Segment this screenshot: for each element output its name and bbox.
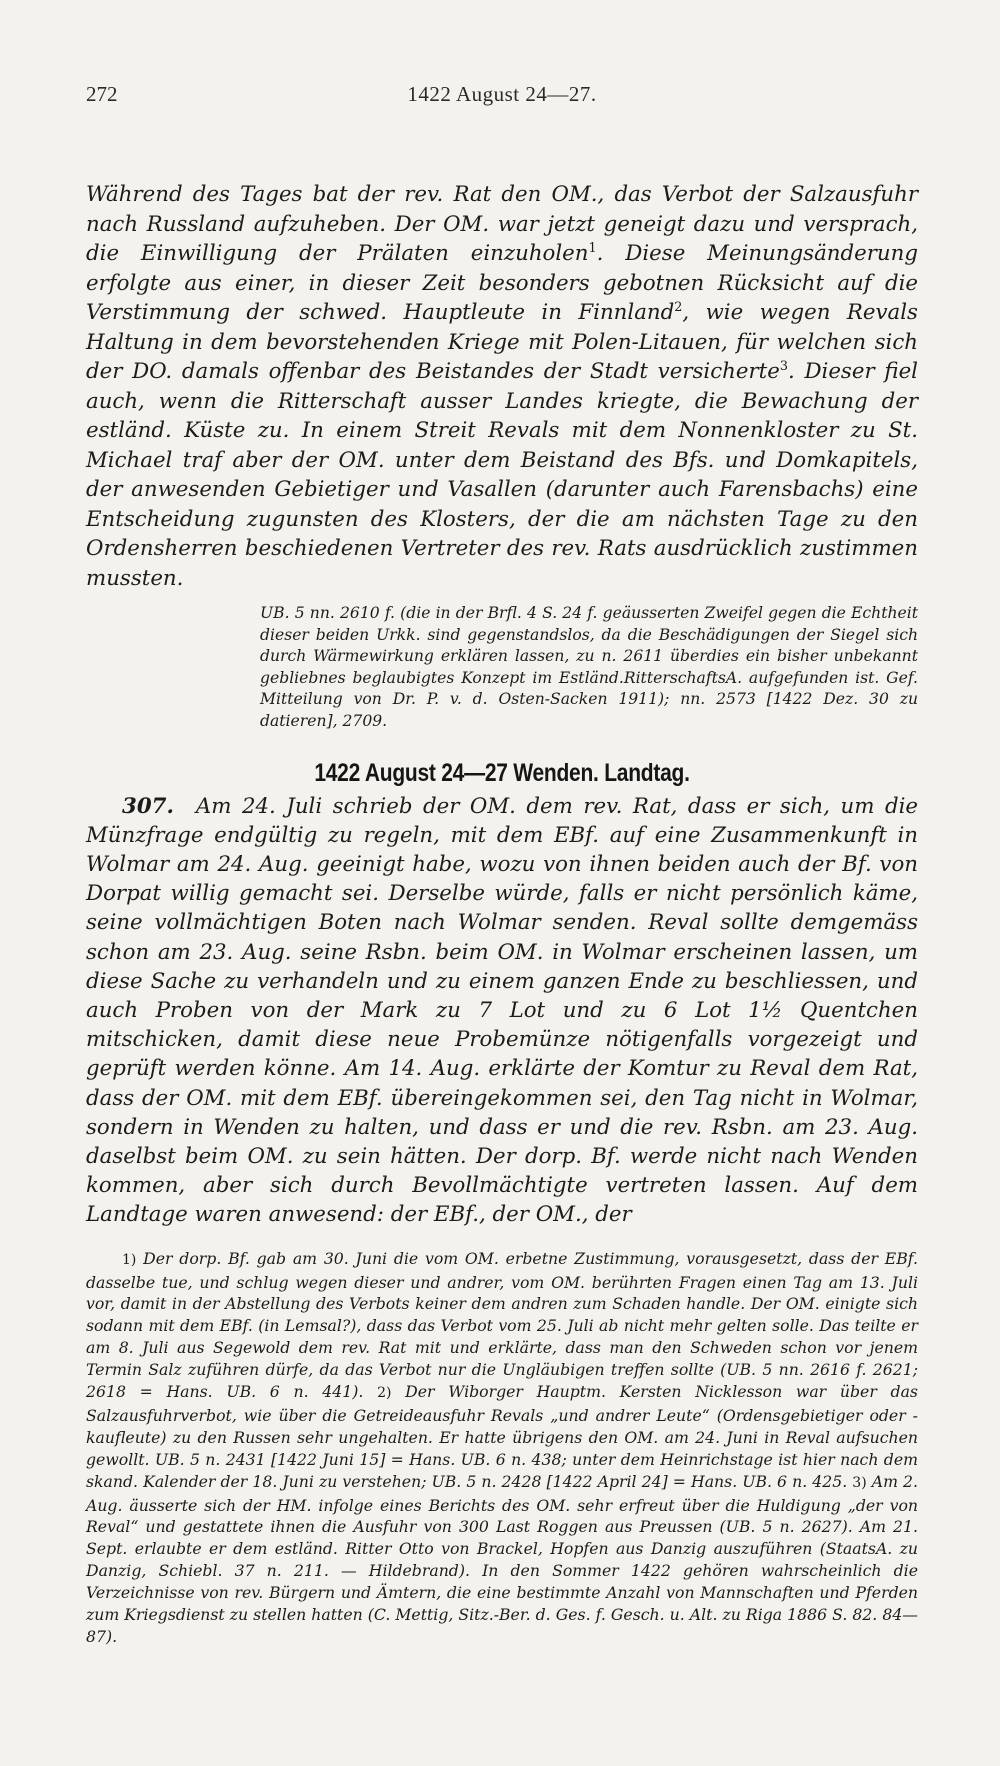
page-number: 272	[86, 82, 118, 106]
footnote-1-mark: 1)	[122, 1251, 137, 1268]
source-note	[260, 603, 918, 733]
footnote-3-mark: 3)	[852, 1474, 867, 1491]
footnote-2-text: Der Wiborger Hauptm. Kersten Nicklesson war über das Salzausfuhrverbot, wie über die Getreideausfuhr Revals „und andrer Leute“ (Ordensgebietiger oder -kaufleute) zu den Russen sehr ungehalten. Er hatte übrigens den OM. am 24. Juni in Reval aufsuchen gewollt. UB. 5 n. 2431 [1422 Juni 15] = Hans. UB. 6 n. 438; unter dem Heinrichstage ist hier nach dem skand. Kalender der 18. Juni zu verstehen; UB. 5 n. 2428 [1422 April 24] = Hans. UB. 6 n. 425.	[86, 1382, 918, 1491]
intro-text-1: Während des Tages bat der rev. Rat den OM., das Verbot der Salzausfuhr nach Russland aufzuheben. Der OM. war jetzt geneigt dazu und versprach, die Einwilligung der Prälaten einzuholen	[86, 182, 918, 266]
footnotes	[86, 1248, 918, 1648]
footnote-2-mark: 2)	[377, 1385, 392, 1402]
section-heading: 1422 August 24—27 Wenden. Landtag.	[314, 758, 690, 787]
footnote-ref-3: 3	[779, 358, 788, 374]
intro-text-3: , wie wegen Revals Haltung in dem bevorstehenden Kriege mit Polen-Litauen, für welchen sich der DO. damals offenbar des Beistandes der Stadt versicherte	[86, 300, 918, 384]
footnote-ref-2: 2	[674, 299, 683, 315]
intro-text-2: . Diese Meinungsänderung erfolgte aus einer, in dieser Zeit besonders gebotnen Rücksicht auf die Verstimmung der schwed. Hauptleute in Finnland	[86, 241, 918, 325]
entry-number: 307.	[122, 793, 174, 819]
entry-307	[86, 792, 918, 1230]
footnote-1-text: Der dorp. Bf. gab am 30. Juni die vom OM. erbetne Zustimmung, vorausgesetzt, dass der EBf. dasselbe tue, und schlug wegen dieser und andrer, vom OM. berührten Fragen einen Tag am 13. Juli vor, damit in der Abstellung des Verbots keiner dem andren zum Schaden handle. Der OM. einigte sich sodann mit dem EBf. (in Lemsal?), dass das Verbot vom 25. Juli ab nicht mehr gelten solle. Das teilte er am 8. Juli aus Segewold dem rev. Rat mit und erklärte, dass man den Schweden schon vor jenem Termin Salz zuführen dürfe, da das Verbot nur die Ungläubigen treffen sollte (UB. 5 nn. 2616 f. 2621; 2618 = Hans. UB. 6 n. 441).	[86, 1248, 918, 1402]
intro-paragraph	[86, 180, 918, 593]
footnote-ref-1: 1	[588, 240, 597, 256]
running-title: 1422 August 24—27.	[407, 82, 597, 106]
entry-text: Am 24. Juli schrieb der OM. dem rev. Rat, dass er sich, um die Münzfrage endgültig zu regeln, mit dem EBf. auf eine Zusammenkunft in Wolmar am 24. Aug. geeinigt habe, wozu von ihnen beiden auch der Bf. von Dorpat willig gemacht sei. Derselbe würde, falls er nicht persönlich käme, seine vollmächtigen Boten nach Wolmar senden. Reval sollte demgemäss schon am 23. Aug. seine Rsbn. beim OM. in Wolmar erscheinen lassen, um diese Sache zu verhandeln und zu einem ganzen Ende zu beschliessen, und auch Proben von der Mark zu 7 Lot und zu 6 Lot 1½ Quentchen mitschicken, damit diese neue Probemünze nötigenfalls vorgezeigt und geprüft werden könne. Am 14. Aug. erklärte der Komtur zu Reval dem Rat, dass der OM. mit dem EBf. übereingekommen sei, den Tag nicht in Wolmar, sondern in Wenden zu halten, und dass er und die rev. Rsbn. am 23. Aug. daselbst beim OM. zu sein hätten. Der dorp. Bf. werde nicht nach Wenden kommen, aber sich durch Bevollmächtigte vertreten lassen. Auf dem Landtage waren anwesend: der EBf., der OM., der	[86, 793, 918, 1228]
running-header	[86, 78, 918, 114]
intro-text-4: . Dieser fiel auch, wenn die Ritterschaft ausser Landes kriegte, die Bewachung der estländ. Küste zu. In einem Streit Revals mit dem Nonnenkloster zu St. Michael traf aber der OM. unter dem Beistand des Bfs. und Domkapitels, der anwesenden Gebietiger und Vasallen (darunter auch Farensbachs) eine Entscheidung zugunsten des Klosters, der die am nächsten Tage zu den Ordensherren beschiedenen Vertreter des rev. Rats ausdrücklich zustimmen mussten.	[86, 359, 918, 591]
entry-paragraph	[86, 792, 918, 1230]
footnote-1	[86, 1248, 918, 1648]
source-note-text: UB. 5 nn. 2610 f. (die in der Brfl. 4 S. 24 f. geäusserten Zweifel gegen die Echtheit dieser beiden Urkk. sind gegenstandslos, da die Beschädigungen der Siegel sich durch Wärmewirkung erklären lassen, zu n. 2611 überdies ein bisher unbekannt gebliebnes beglaubigtes Konzept im Estländ.RitterschaftsA. aufgefunden ist. Gef. Mitteilung von Dr. P. v. d. Osten-Sacken 1911); nn. 2573 [1422 Dez. 30 zu datieren], 2709.	[260, 604, 918, 730]
intro-text	[86, 180, 918, 593]
footnote-3-text: Am 2. Aug. äusserte sich der HM. infolge eines Berichts des OM. sehr erfreut über die Huldigung „der von Reval“ und gestattete ihnen die Ausfuhr von 300 Last Roggen aus Preussen (UB. 5 n. 2627). Am 21. Sept. erlaubte er dem estländ. Ritter Otto von Brackel, Hopfen aus Danzig auszuführen (StaatsA. zu Danzig, Schiebl. 37 n. 211. — Hildebrand). In den Sommer 1422 gehören wahrscheinlich die Verzeichnisse von rev. Bürgern und Ämtern, die eine bestimmte Anzahl von Mannschaften und Pferden zum Kriegsdienst zu stellen hatten (C. Mettig, Sitz.-Ber. d. Ges. f. Gesch. u. Alt. zu Riga 1886 S. 82. 84—87).	[86, 1471, 918, 1647]
